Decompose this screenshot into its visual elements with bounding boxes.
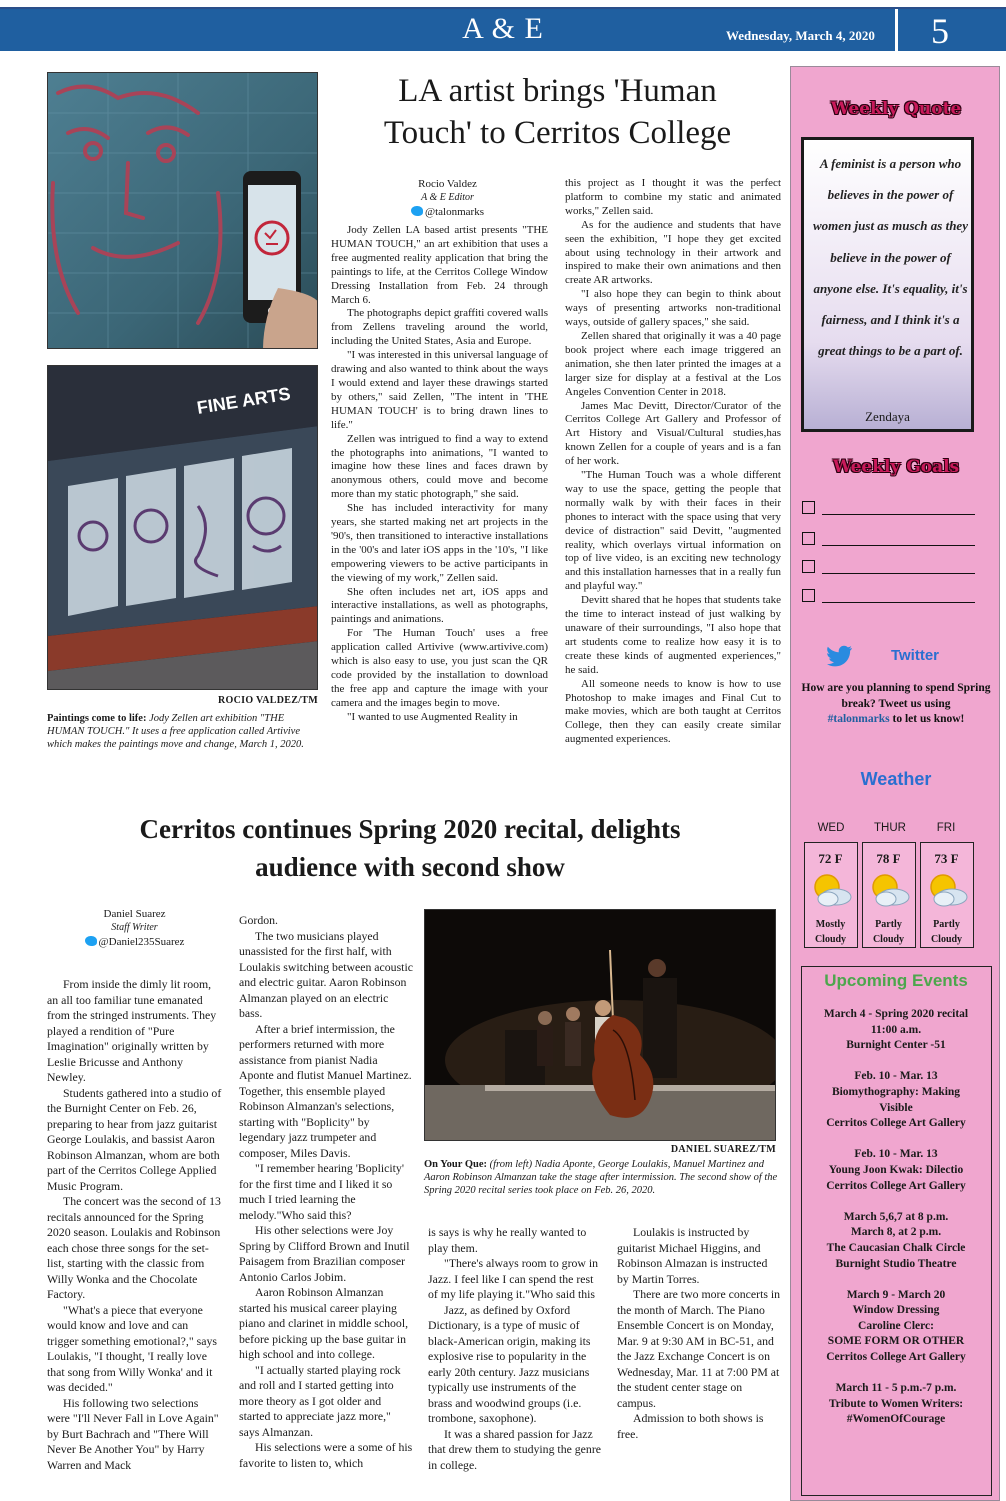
goal-checkbox[interactable]: [802, 501, 815, 514]
event-line: Biomythography: Making: [831, 1085, 961, 1098]
paragraph: All someone needs to know is how to use Photoshop to make images and Final Cut to make movies, which are both taught at Cerritos College, then they can easily create similar augmented experiences.: [565, 677, 781, 746]
goal-item[interactable]: [802, 587, 982, 607]
weather-condition-line2: Cloudy: [814, 934, 847, 945]
article2-author: Daniel Suarez: [103, 908, 166, 920]
event-line: March 4 - Spring 2020 recital: [823, 1008, 969, 1020]
goal-line[interactable]: [822, 545, 975, 546]
twitter-prompt-text: How are you planning to spend Spring break? Tweet us using: [801, 682, 991, 710]
event-item: [802, 1288, 990, 1366]
paragraph: "What's a piece that everyone would know and love and can trigger something emotional?," says Loulakis, "I thought, 'I really love that song from Willy Wonka' and it was decided.": [47, 1302, 217, 1394]
twitter-prompt: [801, 681, 991, 728]
weather-condition-line1: Partly: [875, 919, 902, 930]
fine-arts-building-photo: [47, 365, 318, 690]
article2-caption-lead: On Your Que:: [424, 1159, 488, 1170]
sidebar: [790, 66, 1000, 1501]
weather-day-thur: THUR: [874, 822, 906, 834]
event-line: Feb. 10 - Mar. 13: [854, 1148, 938, 1161]
paragraph: It was a shared passion for Jazz that drew them to studying the genre in college.: [428, 1426, 601, 1472]
weekly-quote-author: Zendaya: [865, 409, 910, 424]
paragraph: There are two more concerts in the month of March. The Piano Ensemble Concert is on Monday, Mar. 9 at 9:30 AM in BC-51, and the Jazz Exchange Concert is on Wednesday, Mar. 11 at 7:00 PM at the student center stage on campus.: [617, 1287, 781, 1410]
weather-condition-line1: Mostly: [815, 919, 846, 930]
article1-headline: [325, 70, 790, 154]
article2-headline-line2: audience with second show: [255, 852, 565, 882]
goal-checkbox[interactable]: [802, 560, 815, 573]
paragraph: Zellen shared that originally it was a 40 page book project where each image triggered an animation, she then later printed the images at a larger size for display at a festival at the Los Angeles Convention Center in 2018.: [565, 329, 781, 398]
paragraph: Jody Zellen LA based artist presents "THE HUMAN TOUCH," an art exhibition that uses a free augmented reality application that bring the paintings to life, at the Cerritos College Window Dressing Installation from Feb. 24 through March 6.: [331, 224, 548, 306]
jazz-recital-photo: [424, 909, 776, 1141]
weekly-goals-title: Weekly Goals: [832, 457, 960, 477]
weekly-quote-text: A feminist is a person who believes in the power of women just as musch as they believe in the power of anyone else. It's equality, it's fairness, and I think it's a great things to be a part of.: [813, 156, 968, 359]
paragraph: The concert was the second of 13 recitals announced for the Spring 2020 season. Loulakis and Robinson each chose three songs for the set-list, starting with the classic from Willy Wonka and the Chocolate Factory.: [47, 1194, 221, 1301]
goal-line[interactable]: [822, 514, 975, 515]
graffiti-phone-photo: [47, 72, 318, 349]
weekly-quote-box: [801, 137, 974, 432]
event-line: Cerritos College Art Gallery: [826, 1117, 966, 1130]
paragraph: Loulakis is instructed by guitarist Michael Higgins, and Robinson Almazan is instructed by Martin Torres.: [617, 1225, 768, 1286]
article2-role: Staff Writer: [111, 922, 158, 933]
paragraph: "I wanted to use Augmented Reality in: [347, 710, 518, 723]
article1-byline: [360, 177, 535, 219]
graffiti-phone-illustration: [48, 73, 318, 349]
goal-item[interactable]: [802, 530, 982, 550]
page-header: [0, 0, 1006, 55]
jazz-recital-illustration: [425, 910, 776, 1141]
paragraph: Students gathered into a studio of the Burnight Center on Feb. 26, preparing to hear from jazz guitarist George Loulakis, and bassist Aaron Robinson Almanzan, whom are both part of the Cerritos College Applied Music Program.: [47, 1085, 222, 1193]
article1-column-1: [331, 224, 548, 725]
paragraph: His following two selections were "I'll Never Fall in Love Again" by Burt Bachrach and "There Will Never Be Another You" by Harry Warren and Mack: [47, 1395, 219, 1472]
upcoming-events-title: Upcoming Events: [824, 971, 968, 990]
event-line: Visible: [879, 1101, 913, 1114]
article1-caption: [47, 712, 324, 751]
weather-day-wed: WED: [817, 822, 845, 834]
event-item: [802, 1069, 990, 1131]
paragraph: Zellen was intrigued to find a way to extend the photographs into animations, "I wanted to imagine how these lines and faces drawn by anonymous others, could move and become more than my static photograph," she said.: [331, 432, 548, 501]
paragraph: "I also hope they can begin to think about ways of presenting artworks non-traditional ways, outside of gallery spaces," she said.: [565, 288, 781, 329]
fine-arts-sign: FINE ARTS: [195, 383, 292, 418]
page-number: 5: [931, 11, 949, 51]
event-line: Cerritos College Art Gallery: [826, 1179, 966, 1192]
paragraph: His selections were a some of his favorite to listen to, which: [239, 1440, 413, 1470]
event-line: Window Dressing: [852, 1304, 940, 1317]
event-line: March 11 - 5 p.m.-7 p.m.: [835, 1382, 957, 1395]
section-title: A & E: [462, 12, 544, 45]
article1-caption-text: Jody Zellen art exhibition "THE HUMAN TOUCH." It uses a free application called Artivive which makes the paintings move and change, March 1, 2020.: [47, 713, 304, 750]
paragraph: "The Human Touch was a whole different way to use the space, getting the people that normally walk by with their faces in their phones to interact with the space using that very device of distraction" said Devitt, "augmented reality, which overlays virtual information on top of live video, is an exciting new technology and this installation harnesses that in a really fun and playful way.": [565, 469, 781, 593]
twitter-bird-icon: [411, 206, 423, 216]
event-item: [802, 1007, 990, 1054]
event-line: Cerritos College Art Gallery: [826, 1351, 966, 1364]
upcoming-events-box: [801, 966, 992, 1496]
article1-handle[interactable]: @talonmarks: [424, 206, 484, 218]
partly-cloudy-icon: [810, 871, 852, 909]
event-line: Burnight Center -51: [846, 1039, 946, 1052]
article2-column-3: [428, 1225, 603, 1473]
event-line: #WomenOfCourage: [846, 1413, 946, 1426]
goal-line[interactable]: [822, 602, 975, 603]
event-item: [802, 1210, 990, 1272]
paragraph: James Mac Devitt, Director/Curator of the Cerritos College Art Gallery and Professor of Art History and Visual/Cultural studies,has known Zellen for a couple of years and is a fan of her work.: [565, 399, 781, 468]
article2-column-2: [239, 913, 414, 1471]
upcoming-events-list: [802, 1007, 990, 1444]
weather-condition: [921, 917, 972, 947]
event-line: Burnight Studio Theatre: [835, 1257, 957, 1270]
event-line: SOME FORM OR OTHER: [827, 1335, 965, 1348]
fine-arts-building-illustration: [48, 366, 318, 690]
twitter-hashtag[interactable]: #talonmarks: [827, 713, 890, 725]
weather-temp: 73 F: [934, 851, 959, 866]
paragraph: For 'The Human Touch' uses a free application called Artivive (www.artivive.com) which is also easy to use, you just scan the QR code provided by the installation to download the free app and capture the image with your camera and the images begin to move.: [331, 627, 548, 709]
paragraph: Gordon.: [239, 913, 278, 927]
paragraph: She often includes net art, iOS apps and interactive installations, as well as photographs, paintings and animations.: [331, 585, 548, 626]
paragraph: The two musicians played unassisted for the first half, with Loulakis switching between acoustic and electric guitar. Aaron Robinson Almanzan played on an electric bass.: [239, 928, 413, 1020]
weather-condition-line1: Partly: [933, 919, 960, 930]
header-divider: [895, 9, 898, 51]
paragraph: is says is why he really wanted to play them.: [428, 1225, 587, 1255]
article1-photo-credit: ROCIO VALDEZ/TM: [218, 695, 318, 706]
article2-handle[interactable]: @Daniel235Suarez: [98, 936, 185, 948]
event-line: March 8, at 2 p.m.: [850, 1226, 942, 1239]
weather-condition-line2: Cloudy: [930, 934, 963, 945]
article1-headline-line2: Touch' to Cerritos College: [383, 115, 732, 151]
article2-caption: [424, 1158, 780, 1197]
article2-byline: [47, 907, 222, 949]
article2-handle-row: [47, 935, 222, 949]
event-line: Feb. 10 - Mar. 13: [854, 1070, 938, 1083]
goal-checkbox[interactable]: [802, 589, 815, 602]
goal-line[interactable]: [822, 573, 975, 574]
article1-caption-lead: Paintings come to life:: [47, 713, 147, 724]
event-line: Tribute to Women Writers:: [828, 1397, 964, 1410]
paragraph: "I was interested in this universal language of drawing and also wanted to think about the ways I would extend and layer these drawings started by others," said Zellen, "The intent in 'THE HUMAN TOUCH' is to bring drawn lines to life.": [331, 349, 548, 431]
paragraph: Admission to both shows is free.: [617, 1411, 764, 1441]
event-line: March 9 - March 20: [846, 1288, 946, 1301]
weather-temp: 72 F: [818, 851, 843, 866]
paragraph: From inside the dimly lit room, an all too familiar tune emanated from the stringed instruments. They played a rendition of "Pure Imagination" originally written by Leslie Bricusse and Anthony Newley.: [47, 977, 217, 1084]
article1-handle-row: [360, 205, 535, 219]
event-line: March 5,6,7 at 8 p.m.: [843, 1210, 949, 1223]
article2-headline-line1: Cerritos continues Spring 2020 recital, delights: [139, 814, 681, 844]
twitter-prompt-tail: to let us know!: [889, 713, 965, 725]
paragraph: After a brief intermission, the performers returned with more assistance from pianist Nadia Aponte and flutist Manuel Martinez. Together, this ensemble played Robinson Almanzan's selections, starting with "Boplicity" by legendary jazz trumpeter and composer, Miles Davis.: [239, 1021, 412, 1160]
weather-card-wed: [804, 842, 858, 948]
goal-item[interactable]: [802, 558, 982, 578]
paragraph: Devitt shared that he hopes that students take the time to interact instead of just walking by unaware of their surroundings, "I also hope that art students come to realize how easy it is to create these kinds of augmented experiences," he said.: [565, 594, 781, 676]
article2-caption-text: (from left) Nadia Aponte, George Loulakis, Manuel Martinez and Aaron Robinson Almanzan take the stage after intermission. The second show of the Spring 2020 recital series took place on Feb. 26, 2020.: [424, 1159, 778, 1196]
event-line: The Caucasian Chalk Circle: [826, 1241, 966, 1254]
event-line: 11:00 a.m.: [870, 1023, 922, 1036]
article2-column-1: [47, 977, 222, 1473]
article1-role: A & E Editor: [421, 192, 474, 203]
partly-cloudy-icon: [868, 871, 910, 909]
paragraph: "I actually started playing rock and roll and I started getting into more theory as I got older and started to appreciate jazz more," says Almanzan.: [239, 1362, 401, 1439]
paragraph: His other selections were Joy Spring by Clifford Brown and Inutil Paisagem from Brazilian composer Antonio Carlos Jobim.: [239, 1223, 410, 1284]
paragraph: Aaron Robinson Almanzan started his musical career playing piano and clarinet in middle school, before picking up the base guitar in high school and into college.: [239, 1285, 409, 1361]
weather-card-fri: [920, 842, 974, 948]
weekly-quote-title: Weekly Quote: [830, 99, 962, 119]
paragraph: The photographs depict graffiti covered walls from Zellens traveling around the world, including the United States, Asia and Europe.: [331, 307, 548, 348]
article1-headline-line1: LA artist brings 'Human: [398, 73, 717, 109]
event-item: [802, 1147, 990, 1194]
paragraph: "I remember hearing 'Boplicity' for the first time and I liked it so much I tried learning the melody."Who said this?: [239, 1161, 404, 1222]
weather-condition: [805, 917, 856, 947]
article1-column-2: [565, 177, 781, 747]
event-line: Caroline Clerc:: [858, 1319, 934, 1332]
article2-column-4: [617, 1225, 782, 1442]
paragraph: As for the audience and students that have seen the exhibition, "I hope they get excited about using technology in their artwork and inspired to make their own animations and then create AR artworks.: [565, 218, 781, 287]
twitter-bird-icon: [85, 936, 97, 946]
weather-title: Weather: [860, 769, 932, 789]
goal-checkbox[interactable]: [802, 532, 815, 545]
article2-photo-credit: DANIEL SUAREZ/TM: [670, 1144, 776, 1155]
paragraph: this project as I thought it was the perfect platform to combine my static and animated works," Zellen said.: [565, 177, 781, 217]
goal-item[interactable]: [802, 499, 982, 519]
weather-card-thur: [862, 842, 916, 948]
paragraph: "There's always room to grow in Jazz. I feel like I can spend the rest of my life playing it."Who said this: [428, 1256, 599, 1301]
weather-temp: 78 F: [876, 851, 901, 866]
article2-headline: [40, 810, 780, 886]
paragraph: She has included interactivity for many years, she started making net art projects in the '90's, then transitioned to interactive installations in the '00's and later iOS apps in the '10's, "I like empowering viewers to be active participants in the viewing of my work," Zellen said.: [331, 502, 548, 584]
article1-author: Rocio Valdez: [418, 178, 477, 190]
event-item: [802, 1381, 990, 1428]
weather-day-fri: FRI: [936, 822, 956, 834]
weather-condition-line2: Cloudy: [872, 934, 905, 945]
partly-cloudy-icon: [926, 871, 968, 909]
paragraph: Jazz, as defined by Oxford Dictionary, is a type of music of black-American origin, making its explosive rise to popularity in the early 20th century. Jazz musicians typically use instruments of the brass and woodwind groups (i.e. trombone, saxophone).: [428, 1302, 591, 1425]
weather-condition: [863, 917, 914, 947]
issue-date: Wednesday, March 4, 2020: [726, 28, 875, 43]
event-line: Young Joon Kwak: Dilectio: [828, 1163, 964, 1176]
twitter-title: Twitter: [890, 647, 940, 664]
